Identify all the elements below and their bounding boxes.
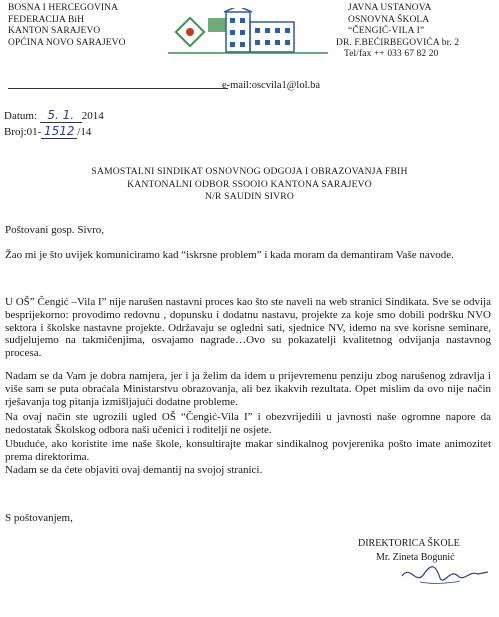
- header-left-line: KANTON SARAJEVO: [8, 26, 101, 36]
- header-right: [336, 3, 460, 61]
- paragraph-6: Nadam se da ćete objaviti ovaj demantij na svojoj stranici.: [5, 464, 263, 476]
- date-label: Datum:: [4, 110, 37, 122]
- paragraph-1: Žao mi je što uvijek komuniciramo kad “iskrsne problem” i kada moram da demantiram Vaše navode.: [5, 249, 454, 261]
- header-right-line: “ČENGIĆ-VILA I”: [348, 26, 425, 36]
- paragraph-4: Na ovaj način ste ugrozili ugled OŠ “Čengić-Vila I” i obezvrijedili u javnosti naše ogromne napore da nedostatak Školskog odbora naši učenici i roditelji ne osjete.: [5, 411, 491, 436]
- salutation: Poštovani gosp. Sivro,: [5, 224, 105, 236]
- header-left-line: OPĆINA NOVO SARAJEVO: [8, 37, 126, 48]
- header-left-line: FEDERACIJA BiH: [8, 14, 85, 25]
- school-building-logo: [168, 8, 328, 58]
- addressee-line: KANTONALNI ODBOR SSOOIO KANTONA SARAJEVO: [127, 178, 372, 190]
- email-line[interactable]: e-mail:oscvila1@lol.ba: [222, 80, 321, 91]
- signature-name: Mr. Zineta Bogunić: [376, 552, 455, 563]
- header-left-line: BOSNA I HERCEGOVINA: [8, 3, 119, 13]
- header-right-line: JAVNA USTANOVA: [348, 3, 432, 13]
- addressee-line: SAMOSTALNI SINDIKAT OSNOVNOG ODGOJA I OBRAZOVANJA FBIH: [91, 166, 408, 177]
- handwritten-signature-icon: [400, 562, 490, 588]
- date-line: [4, 108, 104, 123]
- number-blank: [41, 124, 77, 139]
- addressee-block: [0, 166, 499, 204]
- paragraph-3: Nadam se da Vam je dobra namjera, jer i ja želim da idem u prijevremenu penziju zbog narušenog zdravlja i više sam se puta obraćala Ministarstvu obrazovanja, ali bez ikakvih rezultata. Opet mislim da ovo nije način rješavanja tog pitanja izmišljajući dodatne probleme.: [5, 370, 491, 408]
- number-label: Broj:01-: [4, 126, 42, 138]
- closing: S poštovanjem,: [5, 512, 73, 524]
- header-left: [8, 3, 126, 49]
- header-right-line: DR. F.BEĆIRBEGOVIĆA br. 2: [336, 37, 460, 48]
- paragraph-2: U OŠ” Čengić –Vila I” nije narušen nastavni proces kao što ste naveli na web stranici Sindikata. Sve se odvija besprijekorno: provodimo redovnu , dopunsku i dodatnu nastavu, projekte za koje smo dobili podršku NVO sektora i školske nastavne projekte. Održavaju se ogledni sati, sjednice NV, idemo na sve korisne seminare, sudjelujemo na takmičenjima, osvajamo nagrade…Ovo su pokazatelji kvalitetnog odvijanja nastavnog procesa.: [5, 296, 491, 360]
- number-handwritten: 1512: [44, 124, 75, 138]
- number-year: /14: [77, 126, 92, 138]
- number-line: [4, 124, 91, 139]
- header-rule: [8, 88, 228, 89]
- header-right-line: Tel/fax ++ 033 67 82 20: [344, 49, 439, 59]
- date-year: 2014: [81, 110, 104, 122]
- header-right-line: OSNOVNA ŠKOLA: [348, 14, 430, 25]
- signature-title: DIREKTORICA ŠKOLE: [358, 538, 460, 549]
- date-handwritten: 5. 1.: [47, 108, 75, 122]
- addressee-line: N/R SAUDIN SIVRO: [204, 191, 295, 202]
- paragraph-5: Ubuduće, ako koristite ime naše škole, konsultirajte makar sindikalnog povjerenika pošto imate animozitet prema direktorima.: [5, 438, 491, 463]
- date-blank: [40, 108, 82, 123]
